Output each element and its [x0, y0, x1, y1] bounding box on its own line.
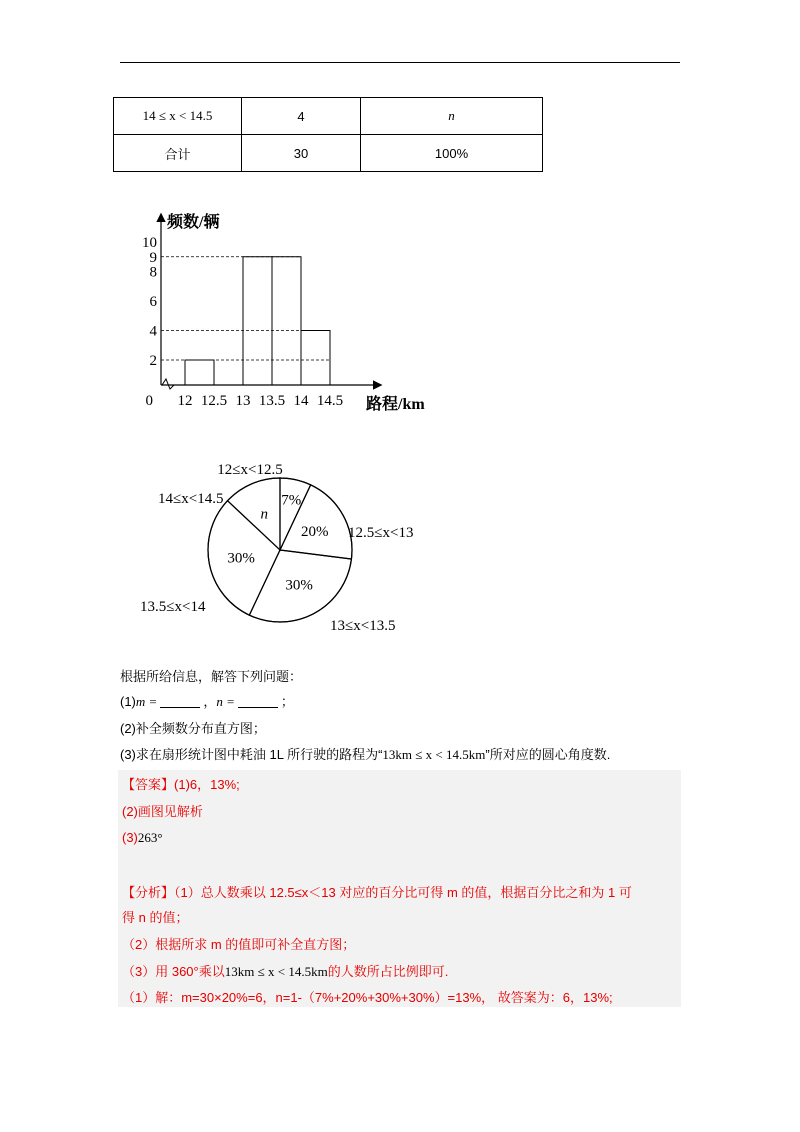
question-3: [120, 745, 610, 765]
answer-line-3: [122, 828, 163, 848]
analysis-line-1: [122, 883, 632, 903]
pie-slice-label: 12≤x<12.5: [217, 462, 283, 478]
table-cell-range: 14 ≤ x < 14.5: [114, 98, 242, 135]
q3-text-a: (3)求在扇形统计图中耗油 1L 所行驶的路程为“: [120, 747, 383, 762]
answer-tag: 【答案】: [122, 777, 175, 792]
y-tick-label: 2: [149, 353, 157, 369]
x-axis-label: 路程/km: [366, 396, 425, 413]
pie-chart: [130, 455, 470, 645]
y-tick-label: 8: [149, 264, 157, 281]
x-tick-label: 12.5: [200, 393, 228, 409]
q1-prefix: (1): [120, 694, 136, 709]
analysis-range: 13km ≤ x < 14.5km: [224, 964, 328, 979]
pie-slice-value: 7%: [281, 492, 302, 509]
analysis-line-3: （2）根据所求 m 的值即可补全直方图；: [122, 937, 356, 952]
analysis-line-2: 得 n 的值；: [122, 910, 189, 925]
table-cell-count: 30: [242, 135, 361, 172]
analysis-line-5: （1）解：m=30×20%=6，n=1-（7%+20%+30%+30%）=13%， 故答案为：6，13%;: [122, 990, 613, 1005]
q1-n-label: n =: [216, 694, 235, 709]
q3-range: 13km ≤ x < 14.5km: [382, 747, 486, 762]
histogram-bar: [185, 360, 214, 385]
n-blank: [238, 693, 278, 708]
q1-end: ；: [280, 694, 294, 709]
pie-slice-value: 20%: [300, 523, 329, 540]
y-tick-label: 6: [149, 294, 157, 310]
pie-slice-value: 30%: [227, 550, 255, 567]
analysis-tag: 【分析】: [122, 885, 175, 900]
question-2: (2)补全频数分布直方图；: [120, 721, 266, 736]
y-tick-label: 4: [149, 323, 157, 340]
x-tick-label: 13: [235, 393, 251, 409]
analysis-text-1: （1）总人数乘以 12.5≤x＜13 对应的百分比可得 m 的值，根据百分比之和为 1 可: [174, 885, 632, 900]
q1-separator: ，: [203, 694, 217, 709]
answer-1: (1)6，13%;: [174, 777, 240, 792]
table-cell-percent: 100%: [361, 135, 543, 172]
origin-label: 0: [145, 393, 153, 409]
table-cell-percent: n: [361, 98, 543, 135]
pie-slice-label: 13.5≤x<14: [140, 599, 206, 615]
x-tick-label: 14: [293, 393, 309, 409]
answer-3-prefix: (3): [122, 830, 138, 845]
frequency-table: [113, 97, 543, 172]
y-tick-label: 9: [149, 249, 157, 266]
pie-slice-label: 14≤x<14.5: [158, 491, 224, 507]
answer-line-1: [122, 775, 240, 795]
answer-line-2: (2)画图见解析: [122, 804, 203, 819]
histogram-bar: [243, 257, 272, 385]
m-blank: [160, 693, 200, 708]
pie-slice-value: 30%: [285, 577, 313, 594]
table-row: [114, 98, 543, 135]
q1-m-label: m =: [135, 694, 158, 709]
pie-slice-label: 13≤x<13.5: [330, 618, 396, 634]
questions-intro: 根据所给信息，解答下列问题：: [120, 669, 303, 684]
q3-text-b: ”所对应的圆心角度数.: [485, 747, 611, 762]
pie-slice-value: n: [260, 506, 269, 523]
y-tick-label: 10: [142, 235, 157, 251]
axis-break: [162, 379, 174, 389]
pie-slice: [228, 478, 280, 550]
x-tick-label: 13.5: [258, 393, 286, 409]
histogram-chart: [130, 205, 450, 420]
answer-3-value: 263°: [137, 830, 163, 845]
histogram-bar: [301, 331, 330, 386]
analysis-text-4a: （3）用 360°乘以: [122, 964, 225, 979]
pie-slice-label: 12.5≤x<13: [348, 525, 414, 541]
question-1: [120, 692, 294, 712]
header-rule: [120, 62, 680, 63]
x-tick-label: 14.5: [316, 393, 344, 409]
table-cell-count: 4: [242, 98, 361, 135]
analysis-line-4: [122, 962, 448, 982]
x-tick-label: 12: [177, 393, 193, 409]
histogram-bar: [272, 257, 301, 385]
table-row: [114, 135, 543, 172]
analysis-text-4b: 的人数所占比例即可.: [327, 964, 449, 979]
table-cell-range: 合计: [114, 135, 242, 172]
y-axis-label: 频数/辆: [167, 214, 220, 231]
